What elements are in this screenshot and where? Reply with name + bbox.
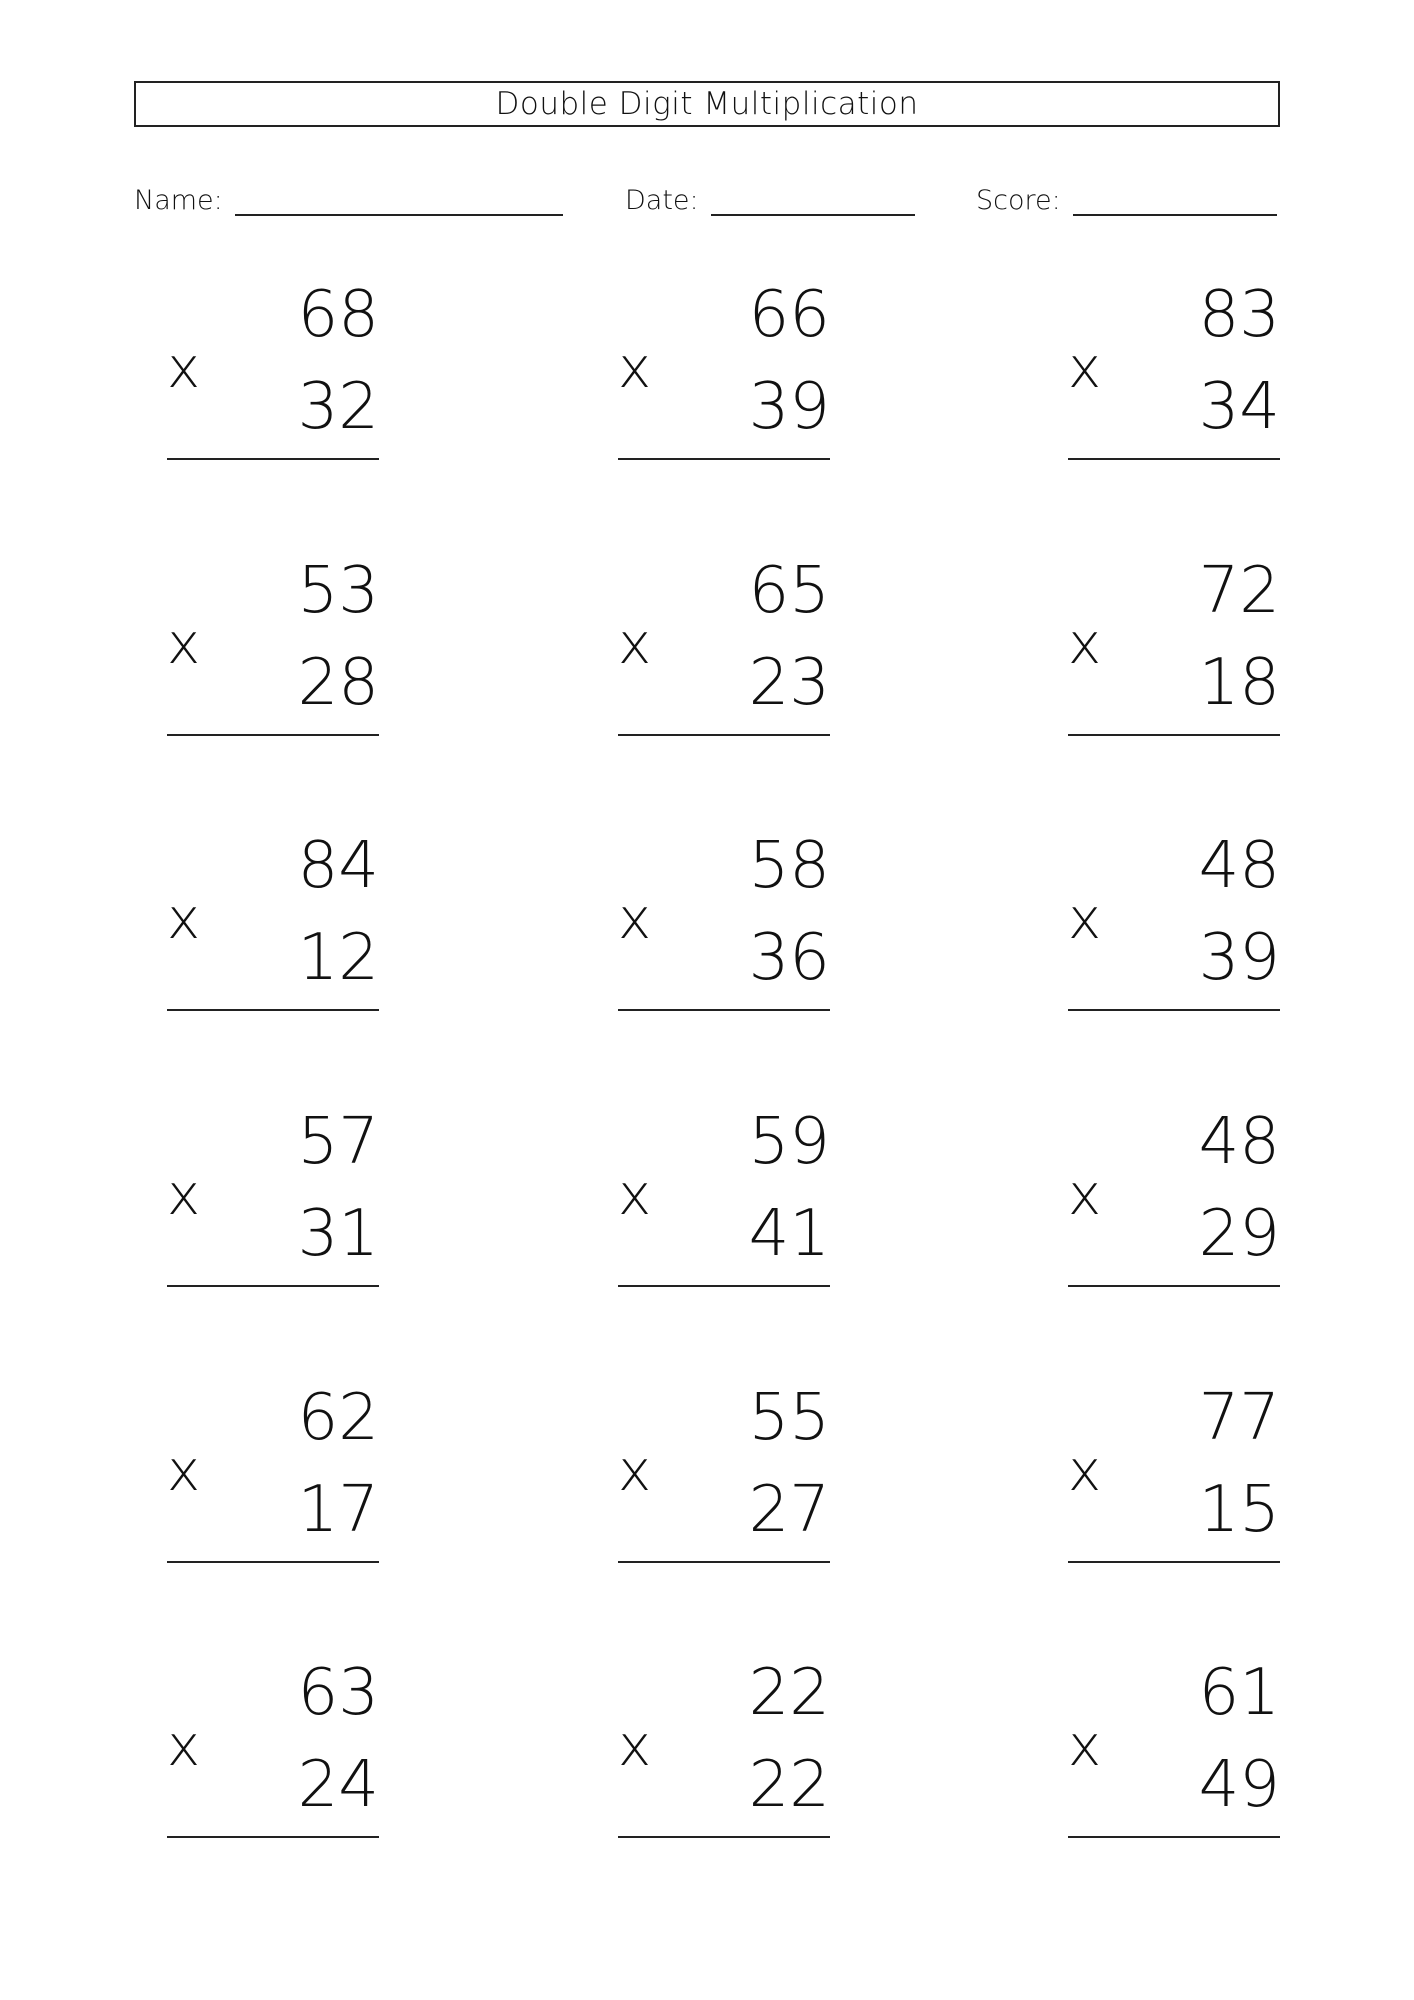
multiplication-problem — [618, 1656, 830, 1861]
answer-line[interactable] — [1068, 1009, 1280, 1011]
multiplication-problem — [167, 829, 379, 1034]
multiplication-problem — [618, 829, 830, 1034]
multiply-sign: x — [618, 1163, 652, 1228]
multiplicand: 62 — [297, 1381, 379, 1455]
answer-line[interactable] — [1068, 1561, 1280, 1563]
multiplier: 28 — [297, 646, 379, 720]
multiplicand: 59 — [748, 1105, 830, 1179]
multiply-sign: x — [1068, 336, 1102, 401]
answer-line[interactable] — [618, 1285, 830, 1287]
multiplicand: 22 — [748, 1656, 830, 1730]
multiplication-problem — [618, 1381, 830, 1586]
multiplication-problem — [1068, 1656, 1280, 1861]
multiply-sign: x — [618, 887, 652, 952]
answer-line[interactable] — [167, 1836, 379, 1838]
multiplication-problem — [167, 1656, 379, 1861]
multiplication-problem — [1068, 278, 1280, 483]
multiplier: 39 — [1198, 921, 1280, 995]
multiplicand: 48 — [1198, 1105, 1280, 1179]
multiplication-problem — [618, 554, 830, 759]
multiplicand: 53 — [297, 554, 379, 628]
answer-line[interactable] — [618, 1009, 830, 1011]
multiply-sign: x — [618, 1439, 652, 1504]
multiplicand: 77 — [1198, 1381, 1280, 1455]
multiplier: 36 — [748, 921, 830, 995]
answer-line[interactable] — [167, 458, 379, 460]
multiply-sign: x — [618, 336, 652, 401]
multiplier: 12 — [297, 921, 379, 995]
multiplier: 18 — [1198, 646, 1280, 720]
answer-line[interactable] — [167, 1561, 379, 1563]
multiply-sign: x — [1068, 1714, 1102, 1779]
multiplicand: 84 — [297, 829, 379, 903]
multiply-sign: x — [1068, 887, 1102, 952]
multiplicand: 58 — [748, 829, 830, 903]
score-label: Score: — [976, 185, 1061, 216]
multiplier: 27 — [748, 1473, 830, 1547]
multiplication-problem — [1068, 554, 1280, 759]
multiply-sign: x — [167, 887, 201, 952]
name-label: Name: — [134, 185, 223, 216]
multiply-sign: x — [1068, 612, 1102, 677]
multiplication-problem — [167, 1381, 379, 1586]
multiplier: 49 — [1198, 1748, 1280, 1822]
answer-line[interactable] — [1068, 734, 1280, 736]
multiply-sign: x — [167, 612, 201, 677]
multiplication-problem — [167, 1105, 379, 1310]
multiplicand: 68 — [297, 278, 379, 352]
multiply-sign: x — [1068, 1439, 1102, 1504]
answer-line[interactable] — [618, 734, 830, 736]
multiplicand: 48 — [1198, 829, 1280, 903]
worksheet-title: Double Digit Multiplication — [134, 81, 1280, 127]
multiplicand: 61 — [1198, 1656, 1280, 1730]
multiply-sign: x — [167, 1163, 201, 1228]
multiplier: 41 — [748, 1197, 830, 1271]
multiplicand: 57 — [297, 1105, 379, 1179]
multiplier: 15 — [1198, 1473, 1280, 1547]
multiply-sign: x — [167, 336, 201, 401]
multiplicand: 63 — [297, 1656, 379, 1730]
multiplicand: 72 — [1198, 554, 1280, 628]
answer-line[interactable] — [167, 1285, 379, 1287]
multiplier: 31 — [297, 1197, 379, 1271]
multiplication-problem — [618, 1105, 830, 1310]
multiplier: 39 — [748, 370, 830, 444]
multiply-sign: x — [167, 1439, 201, 1504]
multiplication-problem — [618, 278, 830, 483]
answer-line[interactable] — [1068, 1285, 1280, 1287]
answer-line[interactable] — [618, 458, 830, 460]
multiplication-problem — [1068, 1381, 1280, 1586]
multiplication-problem — [167, 278, 379, 483]
multiply-sign: x — [618, 1714, 652, 1779]
multiplicand: 83 — [1198, 278, 1280, 352]
multiplier: 29 — [1198, 1197, 1280, 1271]
multiplier: 24 — [297, 1748, 379, 1822]
answer-line[interactable] — [1068, 458, 1280, 460]
answer-line[interactable] — [167, 734, 379, 736]
multiplication-problem — [167, 554, 379, 759]
multiply-sign: x — [167, 1714, 201, 1779]
multiplication-problem — [1068, 829, 1280, 1034]
multiplier: 34 — [1198, 370, 1280, 444]
date-label: Date: — [625, 185, 699, 216]
multiplier: 17 — [297, 1473, 379, 1547]
multiplicand: 55 — [748, 1381, 830, 1455]
multiplicand: 65 — [748, 554, 830, 628]
multiplier: 32 — [297, 370, 379, 444]
multiplier: 22 — [748, 1748, 830, 1822]
answer-line[interactable] — [618, 1561, 830, 1563]
answer-line[interactable] — [618, 1836, 830, 1838]
answer-line[interactable] — [167, 1009, 379, 1011]
multiplicand: 66 — [748, 278, 830, 352]
multiply-sign: x — [1068, 1163, 1102, 1228]
multiplication-problem — [1068, 1105, 1280, 1310]
multiplier: 23 — [748, 646, 830, 720]
multiply-sign: x — [618, 612, 652, 677]
answer-line[interactable] — [1068, 1836, 1280, 1838]
